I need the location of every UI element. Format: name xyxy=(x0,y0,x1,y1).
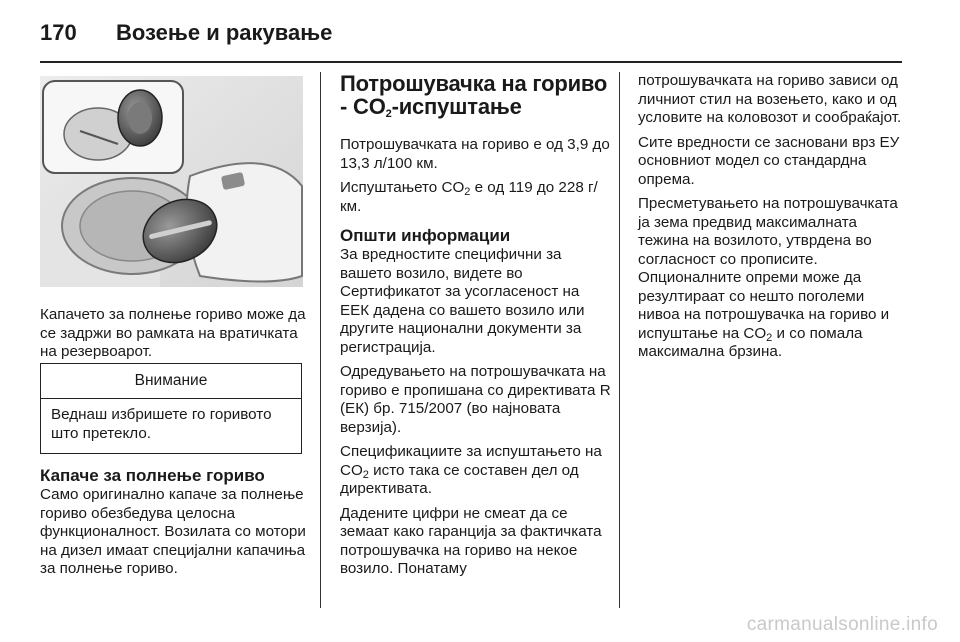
paragraph: Сите вредности се засновани врз ЕУ основниот модел со стандардна опрема. xyxy=(638,133,900,188)
subscript: 2 xyxy=(385,108,392,120)
consumption-range-text: Потрошувачката на гориво е од 3,9 до 13,3 л/100 км. xyxy=(340,136,610,172)
text-part: Пресметувањето на потрошувачката ја зема предвид максималната тежина на возилото, утврдена во согласност со прописите. Опционалните опреми може да резултираат со нешто поголеми нивоа на потрошувачка на гориво и испуштање на CO xyxy=(638,195,898,342)
warning-title: Внимание xyxy=(41,364,301,399)
subscript: 2 xyxy=(362,468,369,481)
fuel-flap-figure xyxy=(40,76,303,287)
watermark: carmanualsonline.info xyxy=(746,614,938,635)
paragraph xyxy=(340,443,612,499)
section-title: Возење и ракување xyxy=(116,20,333,45)
text-part: Спецификациите за испуштањето на CO xyxy=(340,443,602,479)
column-2 xyxy=(340,72,612,585)
text-part: Испуштањето CO xyxy=(340,179,465,196)
heading-part: -испуштање xyxy=(391,94,522,119)
heading-part: Потрошувачка на гориво - CO xyxy=(340,71,608,119)
column-3 xyxy=(638,72,902,368)
warning-text: Веднаш избришете го горивото што претекло. xyxy=(51,406,272,442)
page-header xyxy=(40,14,900,50)
column-divider xyxy=(320,72,321,608)
paragraph: За вредностите специфични за вашето возило, видете во Сертификатот за усогласеност на ЕЕК дадена со вашето возило или другите национални документи за регистрација. xyxy=(340,246,585,356)
fuel-cap-heading: Капаче за полнење гориво xyxy=(40,466,265,485)
header-rule xyxy=(40,61,902,63)
emission-range-text xyxy=(340,179,612,216)
figure-caption: Капачето за полнење гориво може да се задржи во рамката на вратичката на резервоарот. xyxy=(40,306,306,360)
subscript: 2 xyxy=(464,186,471,198)
general-info-heading: Општи информации xyxy=(340,226,511,245)
fuel-filler-flap-illustration xyxy=(40,76,303,287)
warning-box xyxy=(40,363,302,454)
paragraph xyxy=(638,195,902,362)
fuel-cap-text: Само оригинално капаче за полнење гориво обезбедува целосна функционалност. Возилата со мотори на дизел имаат специјални капачиња за полнење гориво. xyxy=(40,486,306,577)
consumption-heading xyxy=(340,72,612,118)
text-part: исто така се составен дел од директивата. xyxy=(340,461,579,497)
paragraph: Одредувањето на потрошувачката на гориво е пропишана со директивата R (ЕК) бр. 715/2007 (во најновата верзија). xyxy=(340,363,611,436)
page-number: 170 xyxy=(40,20,77,45)
paragraph: потрошувачката на гориво зависи од личниот стил на возењето, како и од условите на коловозот и сообраќајот. xyxy=(638,72,902,126)
text-part: е од 119 до 228 г/км. xyxy=(340,179,598,215)
text-part: и со помала максимална брзина. xyxy=(638,324,863,360)
column-divider xyxy=(619,72,620,608)
paragraph: Дадените цифри не смеат да се земаат како гаранција за фактичката потрошувачка на гориво на некое возило. Понатаму xyxy=(340,504,602,577)
subscript: 2 xyxy=(766,331,773,344)
